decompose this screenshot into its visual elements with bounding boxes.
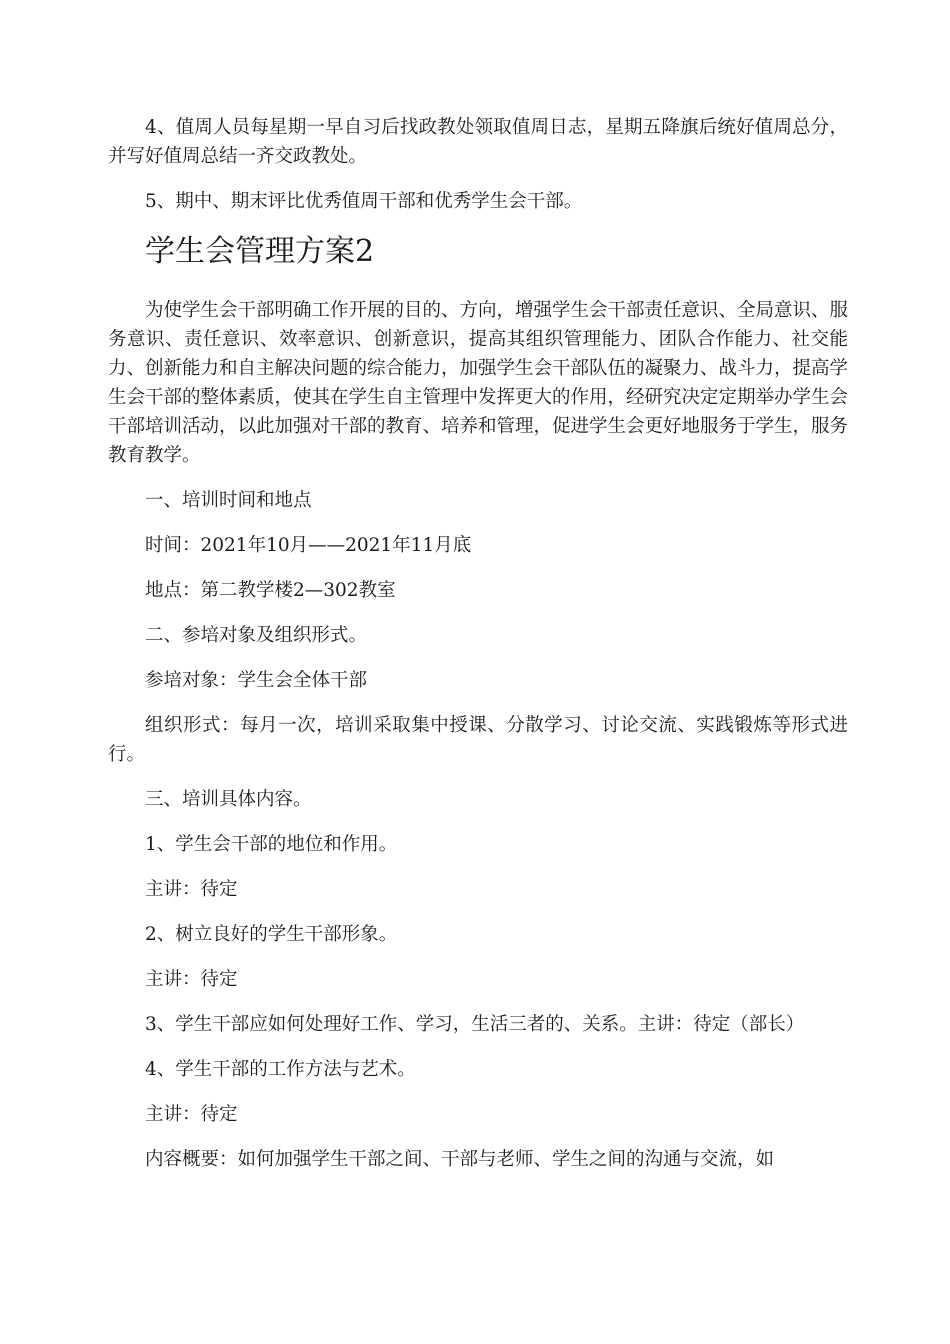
paragraph: 2、树立良好的学生干部形象。 (145, 924, 398, 945)
paragraph: 参培对象：学生会全体干部 (145, 670, 368, 691)
paragraph: 4、值周人员每星期一早自习后找政教处领取值周日志，星期五降旗后统好值周总分，并写好值周总结一齐交政教处。 (108, 117, 848, 167)
paragraph: 一、培训时间和地点 (145, 490, 312, 511)
paragraph: 为使学生会干部明确工作开展的目的、方向，增强学生会干部责任意识、全局意识、服务意识、责任意识、效率意识、创新意识，提高其组织管理能力、团队合作能力、社交能力、创新能力和自主解决问题的综合能力，加强学生会干部队伍的凝聚力、战斗力，提高学生会干部的整体素质，使其在学生自主管理中发挥更大的作用，经研究决定定期举办学生会干部培训活动，以此加强对干部的教育、培养和管理，促进学生会更好地服务于学生，服务教育教学。 (108, 300, 849, 466)
paragraph: 4、学生干部的工作方法与艺术。 (145, 1059, 416, 1080)
paragraph: 地点：第二教学楼2—302教室 (145, 580, 396, 601)
paragraph: 5、期中、期末评比优秀值周干部和优秀学生会干部。 (145, 191, 583, 212)
paragraph: 时间：2021年10月——2021年11月底 (145, 535, 472, 556)
paragraph: 3、学生干部应如何处理好工作、学习，生活三者的、关系。主讲：待定（部长） (145, 1014, 805, 1035)
paragraph: 主讲：待定 (145, 879, 238, 900)
paragraph: 主讲：待定 (145, 969, 238, 990)
section-heading: 学生会管理方案2 (145, 234, 375, 269)
paragraph: 组织形式：每月一次，培训采取集中授课、分散学习、讨论交流、实践锻炼等形式进行。 (108, 715, 848, 765)
paragraph: 三、培训具体内容。 (145, 789, 312, 810)
paragraph: 主讲：待定 (145, 1104, 238, 1125)
paragraph: 二、参培对象及组织形式。 (145, 625, 368, 646)
document-body (108, 113, 848, 1190)
paragraph: 内容概要：如何加强学生干部之间、干部与老师、学生之间的沟通与交流，如 (145, 1149, 775, 1170)
paragraph: 1、学生会干部的地位和作用。 (145, 834, 398, 855)
